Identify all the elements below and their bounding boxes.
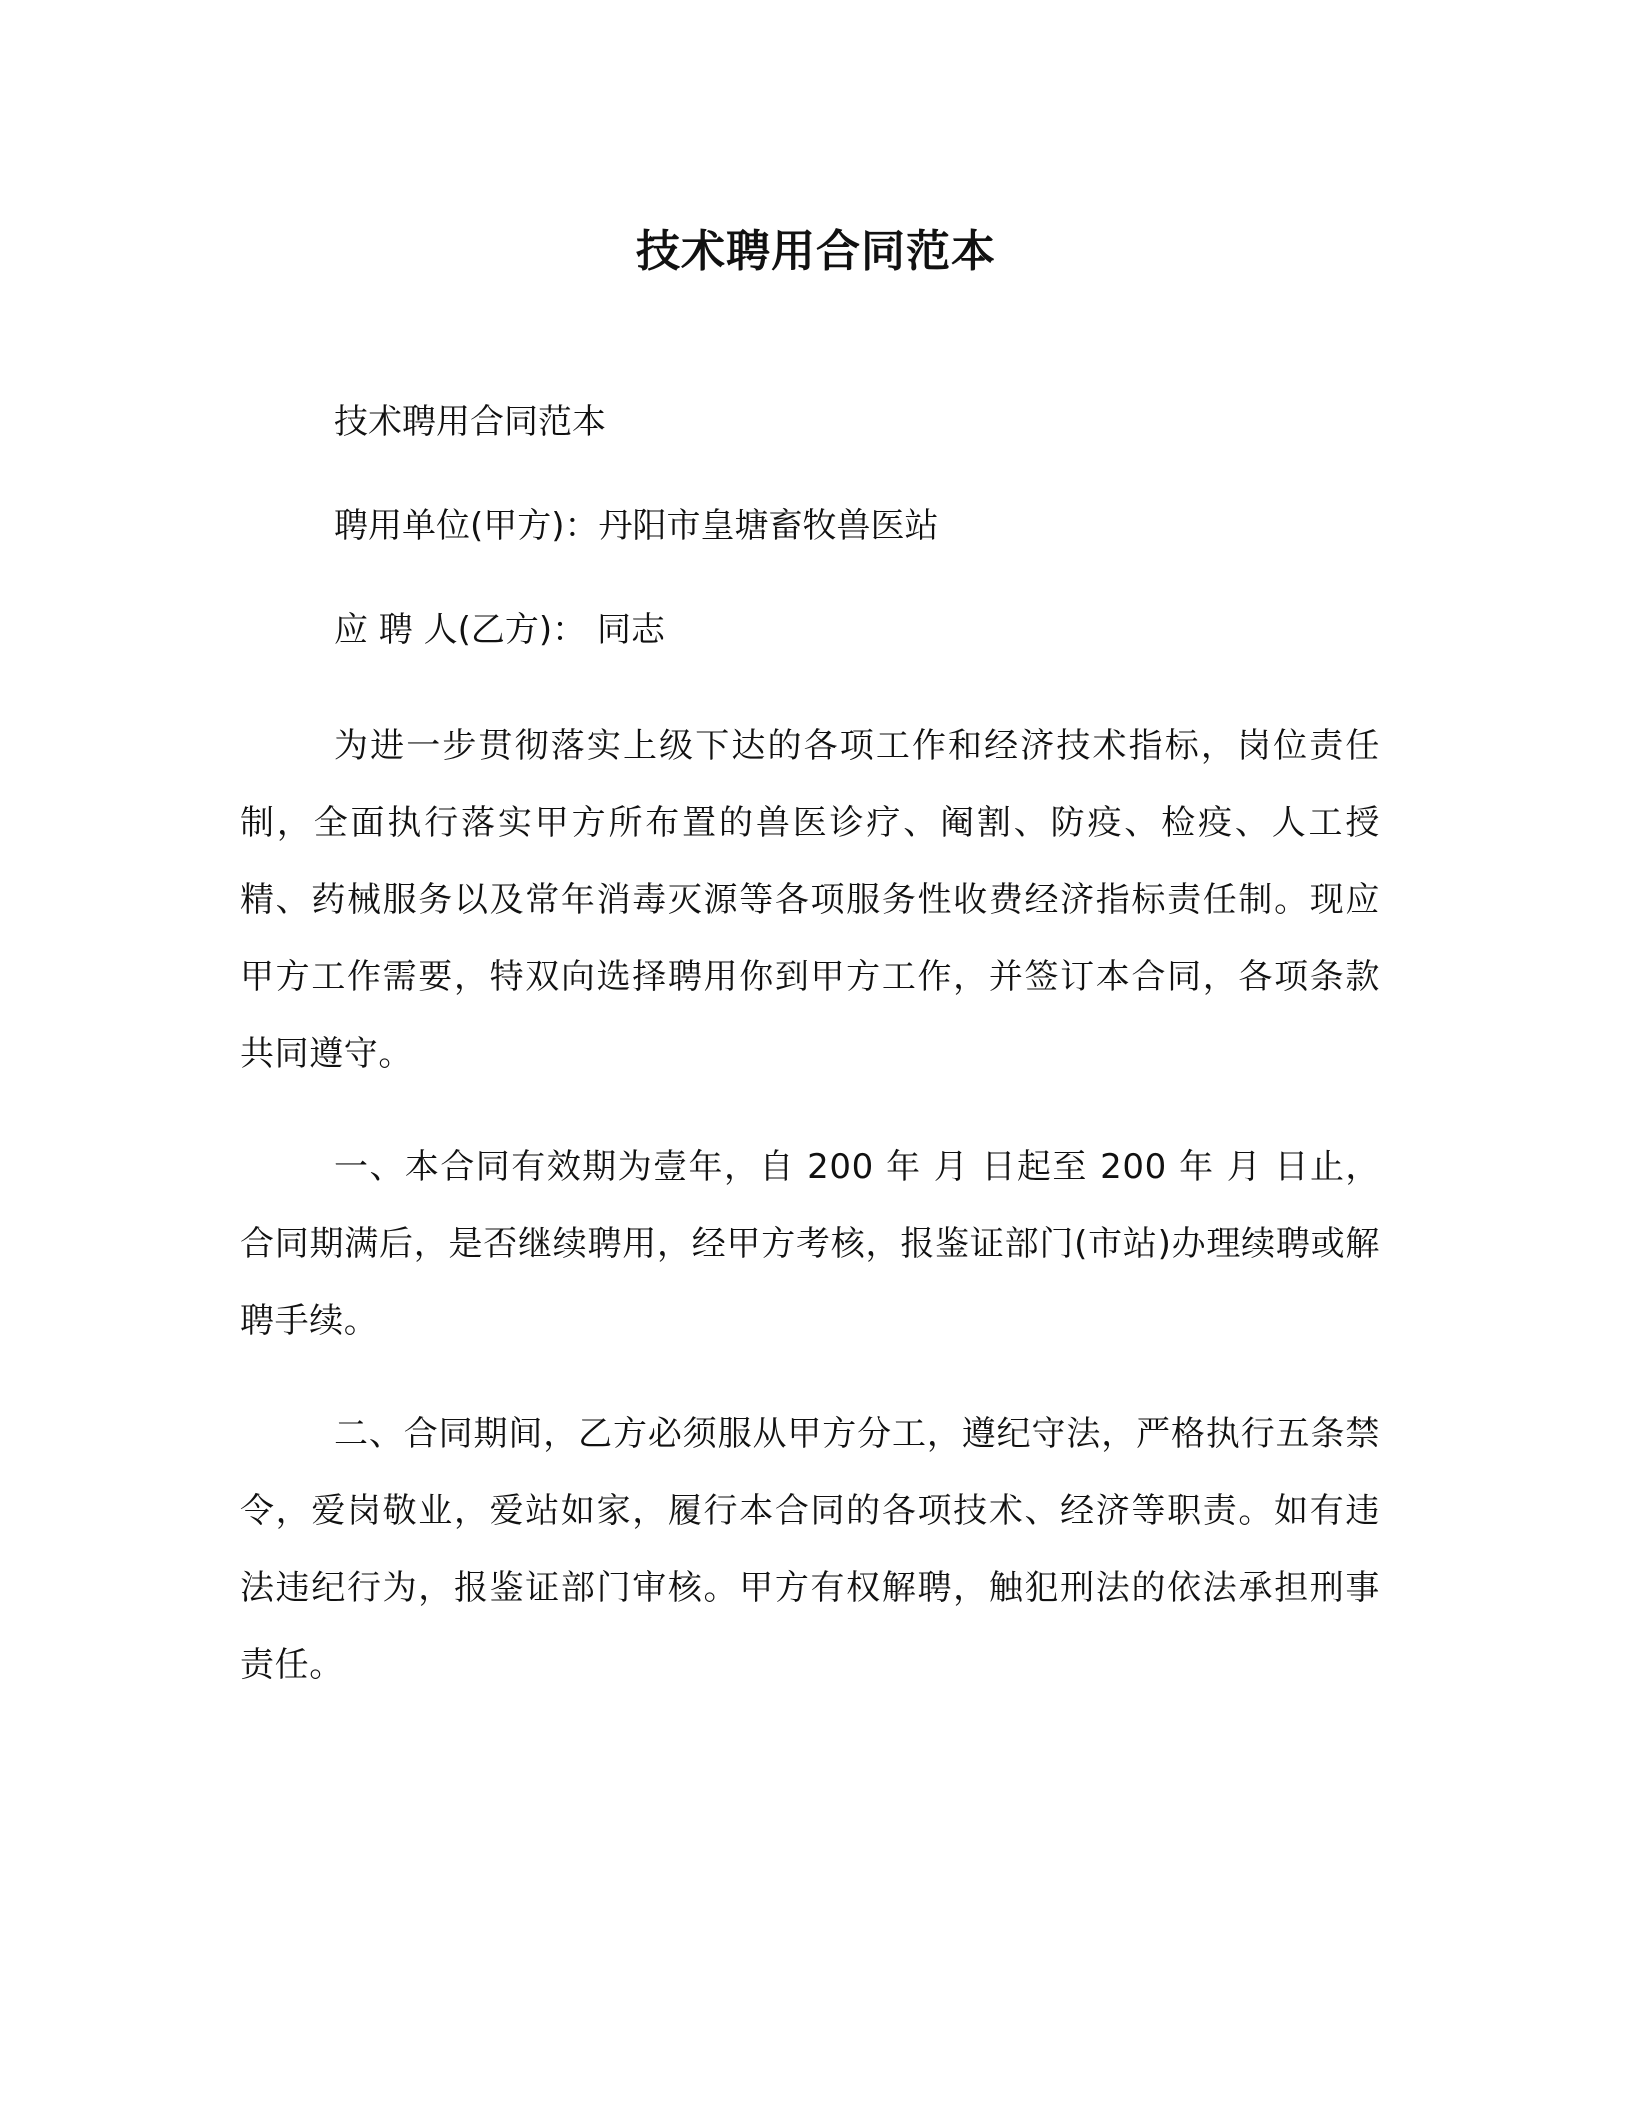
document-body — [240, 396, 1380, 1740]
employee-line: 应 聘 人(乙方)： 同志 — [334, 610, 665, 650]
document-title: 技术聘用合同范本 — [636, 226, 996, 277]
document-subtitle: 技术聘用合同范本 — [334, 402, 606, 442]
employer-line: 聘用单位(甲方)：丹阳市皇塘畜牧兽医站 — [334, 506, 939, 546]
preamble-paragraph: 为进一步贯彻落实上级下达的各项工作和经济技术指标，岗位责任制，全面执行落实甲方所布置的兽医诊疗、阉割、防疫、检疫、人工授精、药械服务以及常年消毒灭源等各项服务性收费经济指标责任制。现应甲方工作需要，特双向选择聘用你到甲方工作，并签订本合同，各项条款共同遵守。 — [240, 726, 1380, 1074]
clause-2-paragraph: 二、合同期间，乙方必须服从甲方分工，遵纪守法，严格执行五条禁令，爱岗敬业，爱站如家，履行本合同的各项技术、经济等职责。如有违法违纪行为，报鉴证部门审核。甲方有权解聘，触犯刑法的依法承担刑事责任。 — [240, 1414, 1380, 1685]
clause-1-paragraph: 一、本合同有效期为壹年，自 200 年 月 日起至 200 年 月 日止，合同期满后，是否继续聘用，经甲方考核，报鉴证部门(市站)办理续聘或解聘手续。 — [240, 1147, 1380, 1341]
